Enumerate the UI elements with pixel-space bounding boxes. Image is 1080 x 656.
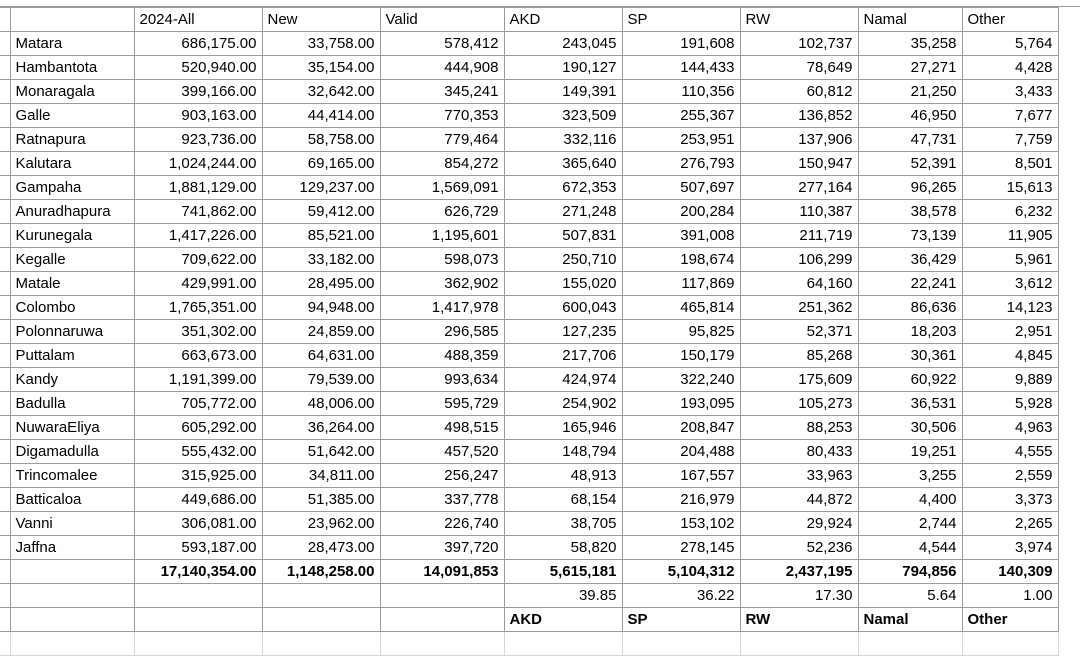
value-cell[interactable]: 78,649 [740, 56, 858, 80]
value-cell[interactable]: 149,391 [504, 80, 622, 104]
value-cell[interactable]: 137,906 [740, 128, 858, 152]
row-number-cell [0, 536, 10, 560]
district-name-cell[interactable]: Hambantota [10, 56, 134, 80]
value-cell[interactable]: 1,024,244.00 [134, 152, 262, 176]
total-cell[interactable]: 5,615,181 [504, 560, 622, 584]
value-cell[interactable]: 148,794 [504, 440, 622, 464]
value-cell[interactable]: 709,622.00 [134, 248, 262, 272]
district-name-cell[interactable]: Anuradhapura [10, 200, 134, 224]
value-cell[interactable]: 217,706 [504, 344, 622, 368]
empty-cell[interactable] [134, 584, 262, 608]
value-cell[interactable]: 271,248 [504, 200, 622, 224]
district-name-cell[interactable]: Batticaloa [10, 488, 134, 512]
empty-cell[interactable] [10, 608, 134, 632]
value-cell[interactable]: 21,250 [858, 80, 962, 104]
value-cell[interactable]: 79,539.00 [262, 368, 380, 392]
value-cell[interactable]: 993,634 [380, 368, 504, 392]
value-cell[interactable]: 593,187.00 [134, 536, 262, 560]
value-cell[interactable]: 332,116 [504, 128, 622, 152]
row-number-cell [0, 296, 10, 320]
value-cell[interactable]: 155,020 [504, 272, 622, 296]
value-cell[interactable]: 507,831 [504, 224, 622, 248]
value-cell[interactable]: 663,673.00 [134, 344, 262, 368]
value-cell[interactable]: 854,272 [380, 152, 504, 176]
value-cell[interactable]: 29,924 [740, 512, 858, 536]
value-cell[interactable]: 256,247 [380, 464, 504, 488]
header-cell[interactable]: Valid [380, 8, 504, 32]
value-cell[interactable]: 672,353 [504, 176, 622, 200]
value-cell[interactable]: 64,160 [740, 272, 858, 296]
district-name-cell[interactable]: Kalutara [10, 152, 134, 176]
row-number-cell [0, 584, 10, 608]
totals-label-cell[interactable] [10, 560, 134, 584]
total-cell[interactable]: 1,148,258.00 [262, 560, 380, 584]
value-cell[interactable]: 44,414.00 [262, 104, 380, 128]
value-cell[interactable]: 216,979 [622, 488, 740, 512]
value-cell[interactable]: 117,869 [622, 272, 740, 296]
table-row [0, 152, 1058, 176]
top-edge-row [0, 0, 1080, 7]
value-cell[interactable]: 5,928 [962, 392, 1058, 416]
percentage-cell[interactable]: 39.85 [504, 584, 622, 608]
empty-cell[interactable] [134, 608, 262, 632]
table-row [0, 80, 1058, 104]
value-cell[interactable]: 95,825 [622, 320, 740, 344]
value-cell[interactable]: 4,400 [858, 488, 962, 512]
value-cell[interactable]: 18,203 [858, 320, 962, 344]
value-cell[interactable]: 190,127 [504, 56, 622, 80]
total-cell[interactable]: 5,104,312 [622, 560, 740, 584]
value-cell[interactable]: 2,744 [858, 512, 962, 536]
value-cell[interactable]: 28,495.00 [262, 272, 380, 296]
value-cell[interactable]: 46,950 [858, 104, 962, 128]
header-cell[interactable]: AKD [504, 8, 622, 32]
value-cell[interactable]: 30,361 [858, 344, 962, 368]
table-row [0, 488, 1058, 512]
district-name-cell[interactable]: Jaffna [10, 536, 134, 560]
value-cell[interactable]: 337,778 [380, 488, 504, 512]
value-cell[interactable]: 4,845 [962, 344, 1058, 368]
value-cell[interactable]: 69,165.00 [262, 152, 380, 176]
value-cell[interactable]: 251,362 [740, 296, 858, 320]
value-cell[interactable]: 605,292.00 [134, 416, 262, 440]
value-cell[interactable]: 1,569,091 [380, 176, 504, 200]
value-cell[interactable]: 250,710 [504, 248, 622, 272]
candidate-label-cell[interactable]: SP [622, 608, 740, 632]
value-cell[interactable]: 136,852 [740, 104, 858, 128]
value-cell[interactable]: 35,258 [858, 32, 962, 56]
table-row [0, 56, 1058, 80]
value-cell[interactable]: 106,299 [740, 248, 858, 272]
value-cell[interactable]: 58,820 [504, 536, 622, 560]
value-cell[interactable]: 144,433 [622, 56, 740, 80]
value-cell[interactable]: 34,811.00 [262, 464, 380, 488]
row-number-cell [0, 8, 10, 32]
header-row [0, 8, 1058, 32]
district-name-cell[interactable]: Digamadulla [10, 440, 134, 464]
header-cell[interactable]: New [262, 8, 380, 32]
row-number-cell [0, 104, 10, 128]
value-cell[interactable]: 110,356 [622, 80, 740, 104]
row-number-cell [0, 128, 10, 152]
value-cell[interactable]: 1,881,129.00 [134, 176, 262, 200]
value-cell[interactable]: 127,235 [504, 320, 622, 344]
value-cell[interactable]: 465,814 [622, 296, 740, 320]
value-cell[interactable]: 779,464 [380, 128, 504, 152]
value-cell[interactable]: 22,241 [858, 272, 962, 296]
value-cell[interactable]: 60,922 [858, 368, 962, 392]
value-cell[interactable]: 4,544 [858, 536, 962, 560]
value-cell[interactable]: 253,951 [622, 128, 740, 152]
value-cell[interactable]: 47,731 [858, 128, 962, 152]
value-cell[interactable]: 578,412 [380, 32, 504, 56]
value-cell[interactable]: 80,433 [740, 440, 858, 464]
value-cell[interactable]: 7,759 [962, 128, 1058, 152]
row-number-cell [0, 416, 10, 440]
value-cell[interactable]: 365,640 [504, 152, 622, 176]
district-name-cell[interactable]: Monaragala [10, 80, 134, 104]
value-cell[interactable]: 1,765,351.00 [134, 296, 262, 320]
row-number-cell [0, 320, 10, 344]
value-cell[interactable]: 48,006.00 [262, 392, 380, 416]
table-row [0, 224, 1058, 248]
value-cell[interactable]: 23,962.00 [262, 512, 380, 536]
value-cell[interactable]: 105,273 [740, 392, 858, 416]
value-cell[interactable]: 315,925.00 [134, 464, 262, 488]
value-cell[interactable]: 48,913 [504, 464, 622, 488]
value-cell[interactable]: 2,265 [962, 512, 1058, 536]
candidate-label-cell[interactable]: AKD [504, 608, 622, 632]
value-cell[interactable]: 19,251 [858, 440, 962, 464]
row-number-cell [0, 344, 10, 368]
district-name-cell[interactable]: NuwaraEliya [10, 416, 134, 440]
value-cell[interactable]: 277,164 [740, 176, 858, 200]
district-name-cell[interactable]: Colombo [10, 296, 134, 320]
value-cell[interactable]: 444,908 [380, 56, 504, 80]
district-name-cell[interactable]: Galle [10, 104, 134, 128]
value-cell[interactable]: 28,473.00 [262, 536, 380, 560]
table-row [0, 464, 1058, 488]
district-name-cell[interactable]: Polonnaruwa [10, 320, 134, 344]
table-row [0, 200, 1058, 224]
value-cell[interactable]: 15,613 [962, 176, 1058, 200]
value-cell[interactable]: 4,428 [962, 56, 1058, 80]
value-cell[interactable]: 51,642.00 [262, 440, 380, 464]
district-name-cell[interactable]: Kegalle [10, 248, 134, 272]
value-cell[interactable]: 397,720 [380, 536, 504, 560]
candidate-label-cell[interactable]: RW [740, 608, 858, 632]
row-number-cell [0, 248, 10, 272]
value-cell[interactable]: 424,974 [504, 368, 622, 392]
district-name-cell[interactable]: Ratnapura [10, 128, 134, 152]
value-cell[interactable]: 27,271 [858, 56, 962, 80]
empty-cell[interactable] [380, 608, 504, 632]
value-cell[interactable]: 1,417,226.00 [134, 224, 262, 248]
district-name-cell[interactable]: Puttalam [10, 344, 134, 368]
table-row [0, 32, 1058, 56]
value-cell[interactable]: 86,636 [858, 296, 962, 320]
value-cell[interactable]: 600,043 [504, 296, 622, 320]
value-cell[interactable]: 33,758.00 [262, 32, 380, 56]
header-cell[interactable]: 2024-All [134, 8, 262, 32]
row-number-cell [0, 32, 10, 56]
row-number-cell [0, 392, 10, 416]
value-cell[interactable]: 705,772.00 [134, 392, 262, 416]
district-name-cell[interactable]: Vanni [10, 512, 134, 536]
row-number-cell [0, 200, 10, 224]
value-cell[interactable]: 3,612 [962, 272, 1058, 296]
value-cell[interactable]: 322,240 [622, 368, 740, 392]
value-cell[interactable]: 226,740 [380, 512, 504, 536]
value-cell[interactable]: 3,974 [962, 536, 1058, 560]
value-cell[interactable]: 38,578 [858, 200, 962, 224]
value-cell[interactable]: 488,359 [380, 344, 504, 368]
district-name-cell[interactable]: Badulla [10, 392, 134, 416]
value-cell[interactable]: 129,237.00 [262, 176, 380, 200]
value-cell[interactable]: 449,686.00 [134, 488, 262, 512]
value-cell[interactable]: 595,729 [380, 392, 504, 416]
value-cell[interactable]: 598,073 [380, 248, 504, 272]
value-cell[interactable]: 52,371 [740, 320, 858, 344]
value-cell[interactable]: 51,385.00 [262, 488, 380, 512]
spreadsheet-grid [0, 7, 1059, 656]
percentage-cell[interactable]: 36.22 [622, 584, 740, 608]
row-number-cell [0, 512, 10, 536]
value-cell[interactable]: 345,241 [380, 80, 504, 104]
header-cell[interactable]: RW [740, 8, 858, 32]
header-cell-blank[interactable] [10, 8, 134, 32]
percentage-row [0, 584, 1058, 608]
value-cell[interactable]: 1,417,978 [380, 296, 504, 320]
district-name-cell[interactable]: Kandy [10, 368, 134, 392]
value-cell[interactable]: 8,501 [962, 152, 1058, 176]
row-number-cell [0, 272, 10, 296]
total-cell[interactable]: 2,437,195 [740, 560, 858, 584]
value-cell[interactable]: 255,367 [622, 104, 740, 128]
value-cell[interactable]: 191,608 [622, 32, 740, 56]
value-cell[interactable]: 507,697 [622, 176, 740, 200]
value-cell[interactable]: 391,008 [622, 224, 740, 248]
value-cell[interactable]: 88,253 [740, 416, 858, 440]
value-cell[interactable]: 58,758.00 [262, 128, 380, 152]
row-number-cell [0, 464, 10, 488]
value-cell[interactable]: 296,585 [380, 320, 504, 344]
district-name-cell[interactable]: Kurunegala [10, 224, 134, 248]
value-cell[interactable]: 429,991.00 [134, 272, 262, 296]
value-cell[interactable]: 33,963 [740, 464, 858, 488]
value-cell[interactable]: 110,387 [740, 200, 858, 224]
table-row [0, 536, 1058, 560]
row-number-cell [0, 176, 10, 200]
value-cell[interactable]: 52,391 [858, 152, 962, 176]
value-cell[interactable]: 3,255 [858, 464, 962, 488]
table-row [0, 416, 1058, 440]
value-cell[interactable]: 351,302.00 [134, 320, 262, 344]
value-cell[interactable]: 626,729 [380, 200, 504, 224]
value-cell[interactable]: 770,353 [380, 104, 504, 128]
value-cell[interactable]: 52,236 [740, 536, 858, 560]
row-number-cell [0, 152, 10, 176]
value-cell[interactable]: 3,433 [962, 80, 1058, 104]
district-name-cell[interactable]: Matara [10, 32, 134, 56]
value-cell[interactable]: 36,264.00 [262, 416, 380, 440]
table-row [0, 512, 1058, 536]
percentage-cell[interactable]: 1.00 [962, 584, 1058, 608]
value-cell[interactable]: 165,946 [504, 416, 622, 440]
value-cell[interactable]: 35,154.00 [262, 56, 380, 80]
value-cell[interactable]: 44,872 [740, 488, 858, 512]
value-cell[interactable]: 686,175.00 [134, 32, 262, 56]
district-name-cell[interactable]: Matale [10, 272, 134, 296]
value-cell[interactable]: 73,139 [858, 224, 962, 248]
value-cell[interactable]: 4,963 [962, 416, 1058, 440]
table-row [0, 248, 1058, 272]
value-cell[interactable]: 24,859.00 [262, 320, 380, 344]
value-cell[interactable]: 2,951 [962, 320, 1058, 344]
total-cell[interactable]: 14,091,853 [380, 560, 504, 584]
value-cell[interactable]: 1,191,399.00 [134, 368, 262, 392]
district-name-cell[interactable]: Trincomalee [10, 464, 134, 488]
table-row [0, 128, 1058, 152]
percentage-cell[interactable]: 17.30 [740, 584, 858, 608]
value-cell[interactable]: 32,642.00 [262, 80, 380, 104]
value-cell[interactable]: 175,609 [740, 368, 858, 392]
value-cell[interactable]: 254,902 [504, 392, 622, 416]
value-cell[interactable]: 68,154 [504, 488, 622, 512]
table-row [0, 296, 1058, 320]
row-number-cell [0, 440, 10, 464]
table-row [0, 392, 1058, 416]
table-row [0, 368, 1058, 392]
candidate-labels-row [0, 608, 1058, 632]
row-number-cell [0, 560, 10, 584]
candidate-label-cell[interactable]: Namal [858, 608, 962, 632]
table-row [0, 272, 1058, 296]
value-cell[interactable]: 193,095 [622, 392, 740, 416]
totals-row [0, 560, 1058, 584]
value-cell[interactable]: 94,948.00 [262, 296, 380, 320]
value-cell[interactable]: 33,182.00 [262, 248, 380, 272]
header-cell[interactable]: Namal [858, 8, 962, 32]
table-row [0, 320, 1058, 344]
value-cell[interactable]: 903,163.00 [134, 104, 262, 128]
value-cell[interactable]: 323,509 [504, 104, 622, 128]
value-cell[interactable]: 4,555 [962, 440, 1058, 464]
value-cell[interactable]: 59,412.00 [262, 200, 380, 224]
row-number-cell [0, 488, 10, 512]
total-cell[interactable]: 140,309 [962, 560, 1058, 584]
header-cell[interactable]: SP [622, 8, 740, 32]
value-cell[interactable]: 85,268 [740, 344, 858, 368]
empty-cell[interactable] [380, 584, 504, 608]
value-cell[interactable]: 96,265 [858, 176, 962, 200]
value-cell[interactable]: 153,102 [622, 512, 740, 536]
total-cell[interactable]: 794,856 [858, 560, 962, 584]
value-cell[interactable]: 14,123 [962, 296, 1058, 320]
empty-cell[interactable] [262, 608, 380, 632]
value-cell[interactable]: 520,940.00 [134, 56, 262, 80]
value-cell[interactable]: 200,284 [622, 200, 740, 224]
value-cell[interactable]: 5,961 [962, 248, 1058, 272]
value-cell[interactable]: 30,506 [858, 416, 962, 440]
value-cell[interactable]: 276,793 [622, 152, 740, 176]
value-cell[interactable]: 38,705 [504, 512, 622, 536]
value-cell[interactable]: 102,737 [740, 32, 858, 56]
value-cell[interactable]: 7,677 [962, 104, 1058, 128]
table-row [0, 104, 1058, 128]
value-cell[interactable]: 1,195,601 [380, 224, 504, 248]
value-cell[interactable]: 306,081.00 [134, 512, 262, 536]
row-number-cell [0, 608, 10, 632]
total-cell[interactable]: 17,140,354.00 [134, 560, 262, 584]
table-row [0, 176, 1058, 200]
value-cell[interactable]: 150,179 [622, 344, 740, 368]
value-cell[interactable]: 555,432.00 [134, 440, 262, 464]
value-cell[interactable]: 36,531 [858, 392, 962, 416]
value-cell[interactable]: 64,631.00 [262, 344, 380, 368]
value-cell[interactable]: 9,889 [962, 368, 1058, 392]
value-cell[interactable]: 36,429 [858, 248, 962, 272]
candidate-label-cell[interactable]: Other [962, 608, 1058, 632]
table-row [0, 440, 1058, 464]
header-cell[interactable]: Other [962, 8, 1058, 32]
value-cell[interactable]: 167,557 [622, 464, 740, 488]
value-cell[interactable]: 399,166.00 [134, 80, 262, 104]
district-name-cell[interactable]: Gampaha [10, 176, 134, 200]
value-cell[interactable]: 243,045 [504, 32, 622, 56]
value-cell[interactable]: 208,847 [622, 416, 740, 440]
value-cell[interactable]: 85,521.00 [262, 224, 380, 248]
table-row [0, 344, 1058, 368]
row-number-cell [0, 368, 10, 392]
value-cell[interactable]: 923,736.00 [134, 128, 262, 152]
value-cell[interactable]: 6,232 [962, 200, 1058, 224]
empty-cell[interactable] [262, 584, 380, 608]
value-cell[interactable]: 211,719 [740, 224, 858, 248]
row-number-cell [0, 80, 10, 104]
value-cell[interactable]: 362,902 [380, 272, 504, 296]
value-cell[interactable]: 741,862.00 [134, 200, 262, 224]
value-cell[interactable]: 11,905 [962, 224, 1058, 248]
value-cell[interactable]: 278,145 [622, 536, 740, 560]
value-cell[interactable]: 204,488 [622, 440, 740, 464]
row-number-cell [0, 56, 10, 80]
value-cell[interactable]: 2,559 [962, 464, 1058, 488]
value-cell[interactable]: 498,515 [380, 416, 504, 440]
row-number-cell [0, 224, 10, 248]
value-cell[interactable]: 150,947 [740, 152, 858, 176]
percentage-cell[interactable]: 5.64 [858, 584, 962, 608]
value-cell[interactable]: 198,674 [622, 248, 740, 272]
value-cell[interactable]: 457,520 [380, 440, 504, 464]
value-cell[interactable]: 5,764 [962, 32, 1058, 56]
empty-cell[interactable] [10, 584, 134, 608]
value-cell[interactable]: 3,373 [962, 488, 1058, 512]
value-cell[interactable]: 60,812 [740, 80, 858, 104]
